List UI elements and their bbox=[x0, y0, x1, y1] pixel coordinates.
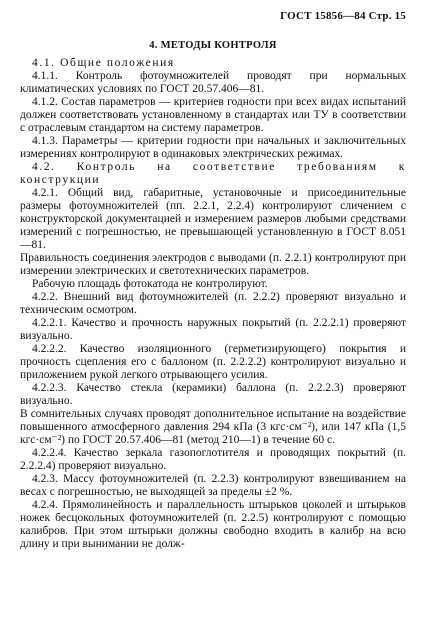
paragraph: 4.2.2.4. Качество зеркала газопоглотителя и проводящих покрытий (п. 2.2.2.4) проверяют визуально. bbox=[20, 447, 406, 472]
paragraph: 4.2.2.3. Качество стекла (керамики) баллона (п. 2.2.2.3) проверяют визуально. bbox=[20, 382, 406, 407]
paragraph: 4.1.2. Состав параметров — критериев годности при всех видах испытаний должен соответствовать установленному в стандартах или ТУ в соответствии с отраслевым стандартом на систему параметров. bbox=[20, 96, 406, 134]
paragraph: 4.1.1. Контроль фотоумножителей проводят при нормальных климатических условиях по ГОСТ 20.57.406—81. bbox=[20, 70, 406, 95]
paragraph: 4.2.4. Прямолинейность и параллельность штырьков цоколей и штырьков ножек бесцокольных фотоумножителей (п. 2.2.5) контролируют с помощью калибров. При этом штырьки должны свободно входить в калибр на всю длину и при вынимании не долж- bbox=[20, 499, 406, 550]
paragraph: 4.2.1. Общий вид, габаритные, установочные и присоединительные размеры фотоумножителей (пп. 2.2.1, 2.2.4) контролируют сличением с конструкторской документацией и измерением размеров любыми средствами измерений с погрешностью, не превышающей установленную в ГОСТ 8.051—81. bbox=[20, 187, 406, 251]
paragraph: 4.2.3. Массу фотоумножителей (п. 2.2.3) контролируют взвешиванием на весах с погрешностью, не выходящей за пределы ±2 %. bbox=[20, 473, 406, 498]
paragraph: В сомнительных случаях проводят дополнительное испытание на воздействие повышенного атмосферного давления 294 кПа (3 кгс·см⁻²), или 147 кПа (1,5 кгс·см⁻²) по ГОСТ 20.57.406—81 (метод 210—1) в течение 60 с. bbox=[20, 408, 406, 446]
paragraph: 4.2.2. Внешний вид фотоумножителей (п. 2.2.2) проверяют визуально и техническим осмотром. bbox=[20, 291, 406, 316]
paragraph: Рабочую площадь фотокатода не контролируют. bbox=[32, 278, 268, 290]
paragraph: 4.1.3. Параметры — критерии годности при начальных и заключительных измерениях контролируют в одинаковых электрических режимах. bbox=[20, 135, 406, 160]
paragraph: 4.2.2.1. Качество и прочность наружных покрытий (п. 2.2.2.1) проверяют визуально. bbox=[20, 317, 406, 342]
page-header: ГОСТ 15856—84 Стр. 15 bbox=[280, 10, 406, 22]
subsection-heading: 4.2. Контроль на соответствие требованиям к конструкции bbox=[20, 161, 406, 186]
paragraph: 4.2.2.2. Качество изоляционного (герметизирующего) покрытия и прочность сцепления его с баллоном (п. 2.2.2.2) контролируют визуально и приложением рукой легкого отрывающего усилия. bbox=[20, 343, 406, 381]
subsection-heading: 4.1. Общие положения bbox=[32, 57, 175, 69]
paragraph: Правильность соединения электродов с выводами (п. 2.2.1) контролируют при измерении электрических и светотехнических параметров. bbox=[20, 252, 406, 277]
section-title: 4. МЕТОДЫ КОНТРОЛЯ bbox=[149, 40, 277, 51]
